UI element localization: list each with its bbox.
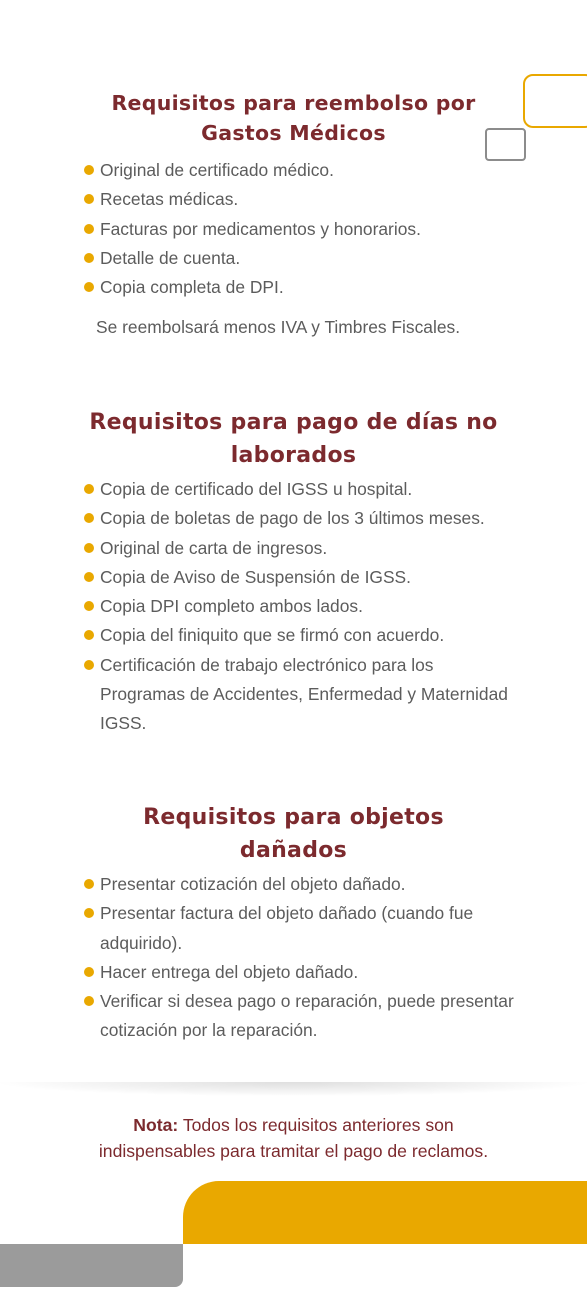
- list-item: Copia completa de DPI.: [83, 273, 523, 302]
- list-item: Hacer entrega del objeto dañado.: [83, 958, 523, 987]
- bullet-icon: [84, 253, 94, 263]
- bullet-icon: [84, 572, 94, 582]
- list-item: Facturas por medicamentos y honorarios.: [83, 215, 523, 244]
- bullet-icon: [84, 660, 94, 670]
- bullet-icon: [84, 484, 94, 494]
- section-title: [74, 801, 514, 867]
- section-title: [74, 406, 514, 472]
- reimbursement-note: Se reembolsará menos IVA y Timbres Fiscales.: [96, 317, 461, 337]
- bullet-icon: [84, 879, 94, 889]
- bullet-icon: [84, 967, 94, 977]
- footer-note-text-line2: indispensables para tramitar el pago de reclamos.: [98, 1141, 489, 1161]
- section-damaged-objects: [0, 801, 587, 867]
- list-item: Copia de certificado del IGSS u hospital.: [83, 475, 523, 504]
- list-item: Presentar cotización del objeto dañado.: [83, 870, 523, 899]
- list-item: Copia del finiquito que se firmó con acuerdo.: [83, 621, 523, 650]
- bullet-icon: [84, 194, 94, 204]
- list-item: Copia de Aviso de Suspensión de IGSS.: [83, 563, 523, 592]
- list-item: Detalle de cuenta.: [83, 244, 523, 273]
- bullet-icon: [84, 224, 94, 234]
- bullet-icon: [84, 543, 94, 553]
- list-item: Original de carta de ingresos.: [83, 534, 523, 563]
- section-title-line2: laborados: [230, 443, 357, 468]
- section-title-line2: dañados: [239, 838, 348, 863]
- list-item: Certificación de trabajo electrónico para los Programas de Accidentes, Enfermedad y Maternidad IGSS.: [83, 651, 523, 739]
- bullet-icon: [84, 282, 94, 292]
- bullet-icon: [84, 165, 94, 175]
- list-item: Presentar factura del objeto dañado (cuando fue adquirido).: [83, 899, 523, 958]
- section-medical-expenses: [0, 88, 587, 148]
- decorative-gray-band: [0, 1244, 183, 1287]
- section-title: [84, 88, 504, 148]
- section-title-line1: Requisitos para reembolso por: [111, 91, 476, 115]
- divider-shadow: [0, 1082, 587, 1096]
- requirements-list-medical: [83, 156, 523, 302]
- list-item: Recetas médicas.: [83, 185, 523, 214]
- bullet-icon: [84, 601, 94, 611]
- footer-note: [0, 1112, 587, 1164]
- list-item: Copia de boletas de pago de los 3 últimos meses.: [83, 504, 523, 533]
- bullet-icon: [84, 513, 94, 523]
- list-item: Verificar si desea pago o reparación, puede presentar cotización por la reparación.: [83, 987, 523, 1046]
- footer-note-text-line1: Todos los requisitos anteriores son: [178, 1115, 454, 1135]
- bullet-icon: [84, 908, 94, 918]
- section-title-line2: Gastos Médicos: [201, 121, 386, 145]
- bullet-icon: [84, 630, 94, 640]
- decorative-gold-band: [183, 1181, 587, 1244]
- section-title-line1: Requisitos para objetos: [143, 805, 444, 830]
- section-lost-workdays: [0, 406, 587, 472]
- requirements-list-objects: [83, 870, 523, 1046]
- section-title-line1: Requisitos para pago de días no: [89, 410, 498, 435]
- footer-note-label: Nota:: [133, 1115, 179, 1135]
- list-item: Copia DPI completo ambos lados.: [83, 592, 523, 621]
- requirements-list-workdays: [83, 475, 523, 739]
- list-item: Original de certificado médico.: [83, 156, 523, 185]
- bullet-icon: [84, 996, 94, 1006]
